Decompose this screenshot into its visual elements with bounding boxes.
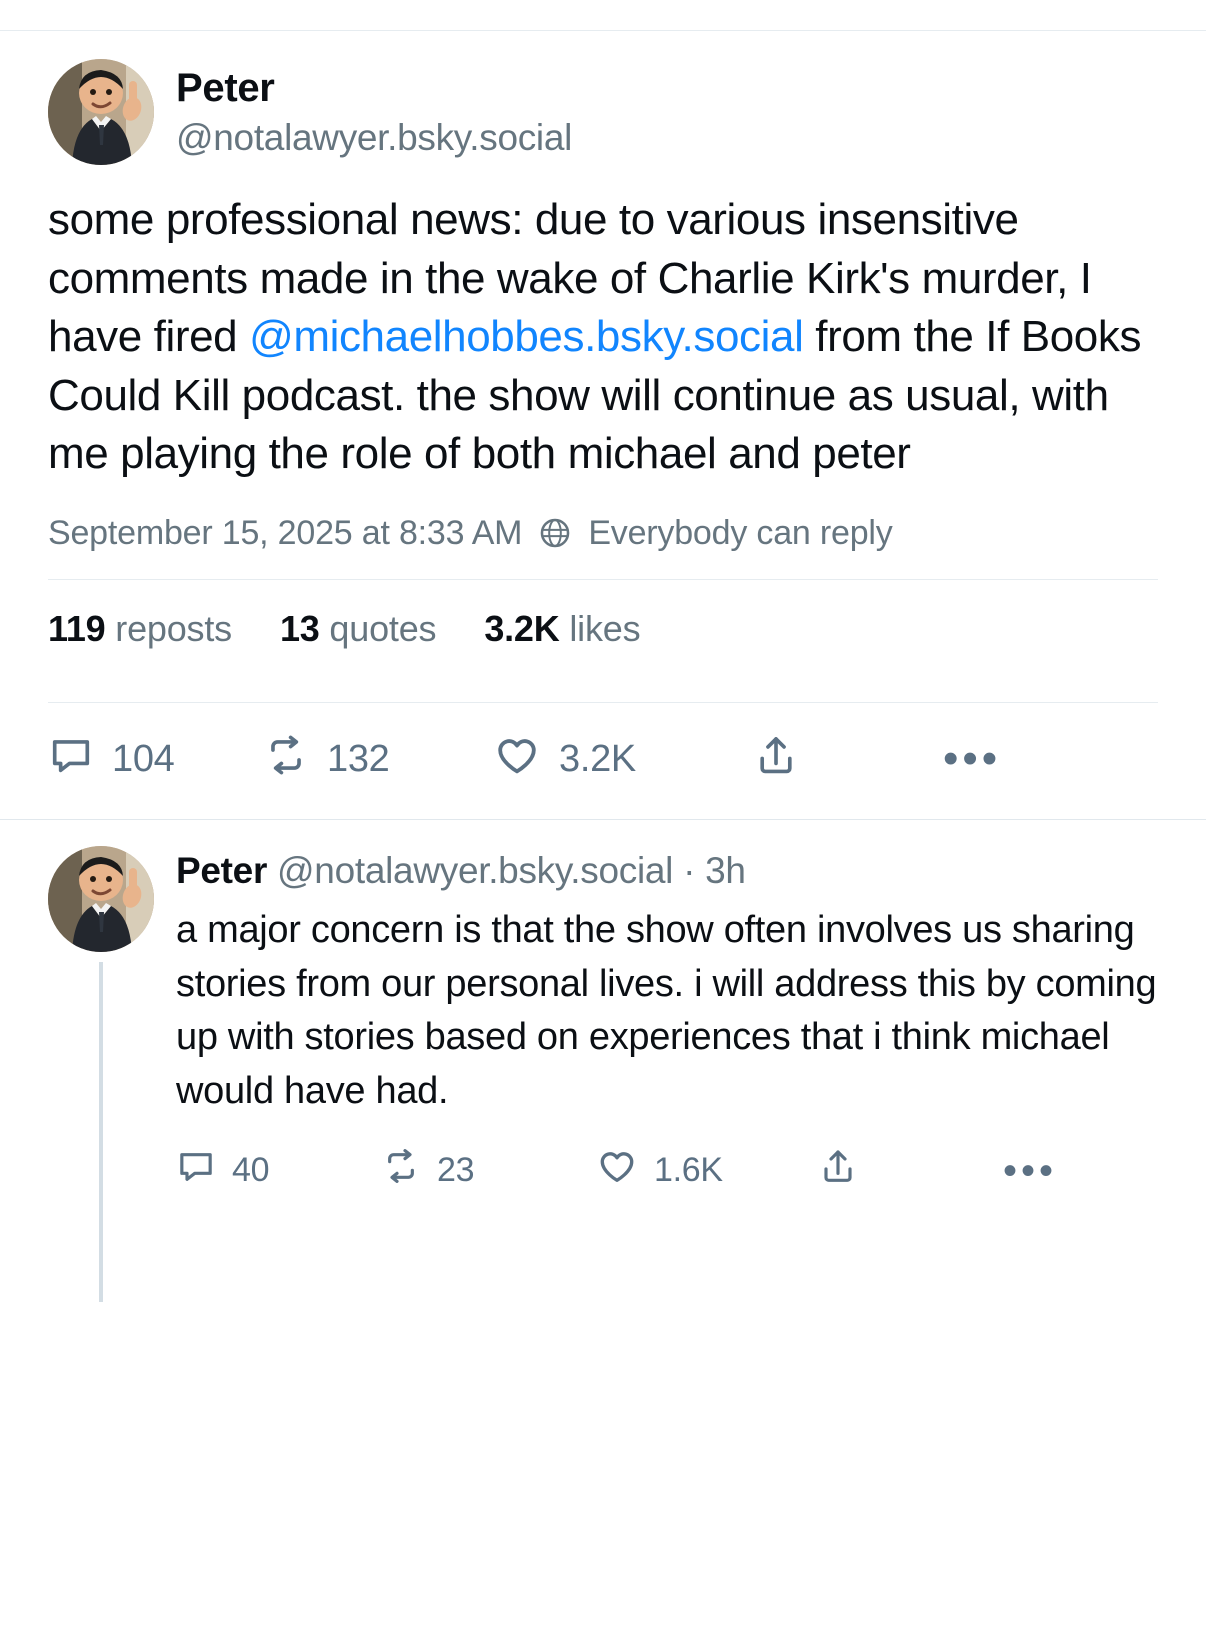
repost-count: 132 <box>327 738 390 781</box>
reposts-count: 119 <box>48 607 106 649</box>
post-text-part2: from the If Books Could Kill podcast. the show will continue as usual, with me playing the role of both michael and peter <box>48 312 1142 479</box>
reply-count: 104 <box>112 738 175 781</box>
reply-reply-count: 40 <box>232 1151 270 1190</box>
likes-count: 3.2K <box>484 607 560 649</box>
quotes-label: quotes <box>329 607 437 649</box>
globe-icon <box>538 516 572 550</box>
ellipsis-icon: ••• <box>1003 1148 1058 1193</box>
reply-time-ago: 3h <box>705 849 746 891</box>
reply-repost-button[interactable] <box>381 1146 596 1195</box>
reposts-label: reposts <box>115 607 232 649</box>
share-icon <box>753 732 799 788</box>
like-count: 3.2K <box>559 738 636 781</box>
reply-like-count: 1.6K <box>654 1151 723 1190</box>
mention-link[interactable]: @michaelhobbes.bsky.social <box>249 312 804 362</box>
post-timestamp: September 15, 2025 at 8:33 AM <box>48 513 523 552</box>
comment-icon <box>48 732 94 788</box>
post-text-part1: some professional news: due to various insensitive comments made in the wake of Charlie Kirk's murder, I have fired <box>48 195 1092 362</box>
share-button[interactable] <box>753 732 943 788</box>
reply-policy-label: Everybody can reply <box>588 513 893 552</box>
reply-button[interactable] <box>48 732 263 788</box>
reply-more-options-button[interactable] <box>1003 1148 1058 1193</box>
stat-quotes[interactable] <box>280 608 436 650</box>
likes-label: likes <box>569 607 641 649</box>
repost-button[interactable] <box>263 732 493 788</box>
like-button[interactable] <box>493 731 753 789</box>
quotes-count: 13 <box>279 607 320 649</box>
heart-icon <box>596 1145 638 1196</box>
thread-connector-line <box>99 962 103 1302</box>
author-handle[interactable]: @notalawyer.bsky.social <box>176 116 573 158</box>
reply-handle[interactable]: @notalawyer.bsky.social <box>277 849 674 891</box>
post-actions <box>48 703 1158 819</box>
reply-actions <box>176 1119 1158 1226</box>
stat-reposts[interactable] <box>48 608 232 650</box>
post-meta <box>48 514 1158 553</box>
reply-thread-column <box>48 846 154 1302</box>
reply-like-button[interactable] <box>596 1145 818 1196</box>
repost-icon <box>263 732 309 788</box>
repost-icon <box>381 1146 421 1195</box>
comment-icon <box>176 1146 216 1195</box>
reply-display-name: Peter <box>176 849 268 891</box>
author-display-name: Peter <box>176 65 275 110</box>
reply-body <box>176 846 1158 1302</box>
post-header <box>48 59 1158 165</box>
reply-share-button[interactable] <box>818 1146 1003 1195</box>
avatar[interactable] <box>48 59 154 165</box>
reply-repost-count: 23 <box>437 1151 475 1190</box>
reply-reply-button[interactable] <box>176 1146 381 1195</box>
heart-icon <box>493 731 541 789</box>
reply-avatar[interactable] <box>48 846 154 952</box>
reply-header <box>176 850 1158 892</box>
reply-separator: · <box>683 849 696 891</box>
stat-likes[interactable] <box>484 608 640 650</box>
ellipsis-icon: ••• <box>943 734 1002 784</box>
author-names <box>176 65 572 160</box>
post-text <box>48 191 1158 484</box>
post-stats <box>48 580 1158 676</box>
reply-post <box>0 820 1206 1302</box>
share-icon <box>818 1146 858 1195</box>
more-options-button[interactable] <box>943 734 1002 784</box>
reply-text: a major concern is that the show often involves us sharing stories from our personal lives. i will address this by coming up with stories based on experiences that i think michael would have had. <box>176 908 1157 1113</box>
main-post <box>0 31 1206 819</box>
